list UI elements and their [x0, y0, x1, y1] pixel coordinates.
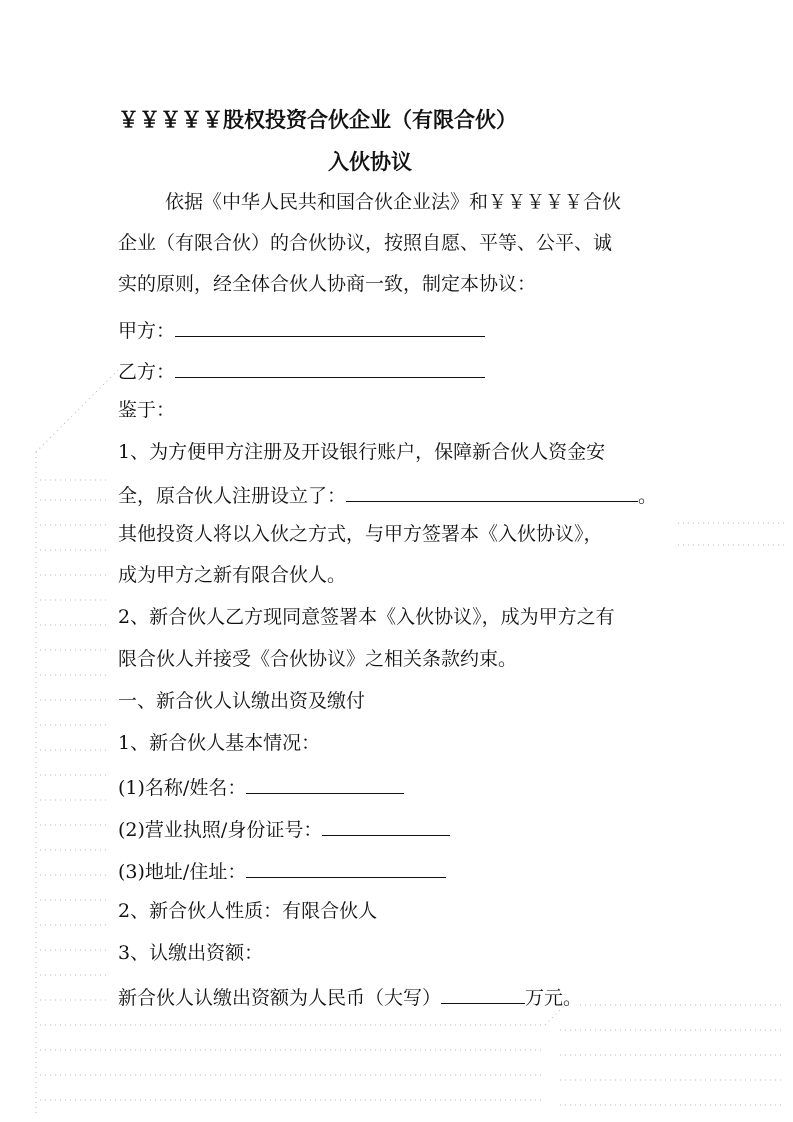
- party-b-label: 乙方：: [118, 361, 176, 383]
- amount-label: 新合伙人认缴出资额为人民币（大写）: [118, 987, 442, 1009]
- whereas-item1-line2: [118, 481, 678, 508]
- license-row: [118, 815, 678, 842]
- whereas-label: 鉴于：: [118, 399, 176, 421]
- amount-row: [118, 983, 678, 1010]
- party-a-blank[interactable]: [175, 316, 485, 337]
- name-label: (1)名称/姓名：: [118, 777, 247, 799]
- registered-entity-blank[interactable]: [346, 481, 638, 502]
- registered-entity-label: 全，原合伙人注册设立了：: [118, 485, 347, 507]
- license-label: (2)营业执照/身份证号：: [118, 819, 323, 841]
- whereas-item2-line2: 限合伙人并接受《合伙协议》之相关条款约束。: [118, 648, 518, 670]
- section1-heading: 一、新合伙人认缴出资及缴付: [118, 690, 366, 712]
- intro-line-2: 企业（有限合伙）的合伙协议，按照自愿、平等、公平、诚: [118, 232, 613, 254]
- party-a-label: 甲方：: [118, 320, 176, 342]
- amount-unit: 万元。: [525, 987, 583, 1009]
- whereas-item2-line1: 2、新合伙人乙方现同意签署本《入伙协议》，成为甲方之有: [118, 606, 615, 628]
- document-title: ￥￥￥￥￥股权投资合伙企业（有限合伙）: [118, 107, 517, 132]
- party-b-blank[interactable]: [175, 357, 485, 378]
- intro-line-3: 实的原则，经全体合伙人协商一致，制定本协议：: [118, 273, 537, 295]
- intro-line-1: 依据《中华人民共和国合伙企业法》和￥￥￥￥￥合伙: [165, 191, 622, 213]
- name-row: [118, 773, 678, 800]
- name-blank[interactable]: [246, 773, 404, 794]
- address-row: [118, 857, 678, 884]
- whereas-item1-line4: 成为甲方之新有限合伙人。: [118, 564, 347, 586]
- section1-item3: 3、认缴出资额：: [118, 942, 264, 964]
- party-a-row: [118, 316, 678, 343]
- section1-item1: 1、新合伙人基本情况：: [118, 732, 321, 754]
- document-subtitle: 入伙协议: [328, 149, 412, 174]
- address-label: (3)地址/住址：: [118, 861, 247, 883]
- party-b-row: [118, 357, 678, 384]
- address-blank[interactable]: [246, 857, 446, 878]
- whereas-item1-line3: 其他投资人将以入伙之方式，与甲方签署本《入伙协议》，: [118, 523, 603, 545]
- amount-blank[interactable]: [441, 983, 525, 1004]
- whereas-item1-line1: 1、为方便甲方注册及开设银行账户，保障新合伙人资金安: [118, 441, 606, 463]
- license-blank[interactable]: [322, 815, 450, 836]
- period: 。: [638, 485, 658, 507]
- section1-item2: 2、新合伙人性质：有限合伙人: [118, 900, 378, 922]
